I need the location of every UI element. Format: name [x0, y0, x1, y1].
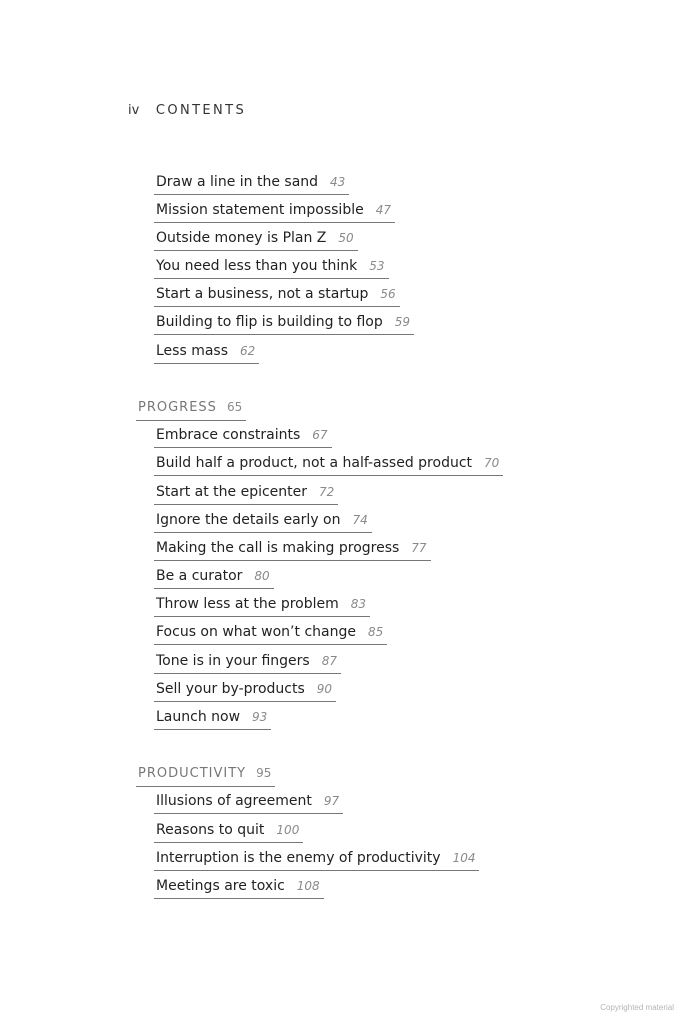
toc-page-number: 53: [369, 259, 385, 273]
toc-entry[interactable]: [154, 229, 358, 251]
page-title: CONTENTS: [155, 103, 247, 118]
toc-entry[interactable]: [154, 792, 343, 814]
toc-entry-title: PRODUCTIVITY: [138, 766, 247, 781]
toc-entry[interactable]: [154, 877, 324, 899]
toc-page-number: 59: [394, 315, 411, 329]
toc-entry-title: Reasons to quit: [156, 822, 265, 838]
toc-entry[interactable]: [154, 708, 271, 730]
toc-entry-title: Meetings are toxic: [156, 878, 285, 894]
toc-page-number: 72: [319, 485, 335, 499]
toc-page-number: 80: [254, 569, 270, 583]
toc-entry[interactable]: [154, 313, 414, 335]
toc-entry[interactable]: [154, 652, 341, 674]
toc-entry-title: Building to flip is building to flop: [156, 314, 383, 330]
toc-page-number: 83: [350, 597, 367, 611]
toc-entry-title: Be a curator: [156, 568, 243, 584]
toc-entry-title: Launch now: [156, 709, 241, 725]
toc-page-number: 67: [312, 428, 328, 442]
toc-entry[interactable]: [154, 173, 349, 195]
toc-entry-title: PROGRESS: [138, 400, 217, 415]
toc-page-number: 43: [330, 175, 346, 189]
toc-page-number: 108: [296, 879, 320, 893]
page-folio: iv: [128, 103, 140, 118]
toc-page-number: 95: [256, 766, 272, 780]
toc-page-number: 50: [338, 231, 354, 245]
toc-entry-title: Illusions of agreement: [156, 793, 312, 809]
toc-page-number: 62: [240, 344, 256, 358]
toc-entry[interactable]: [154, 511, 372, 533]
toc-page-number: 104: [452, 851, 476, 865]
copyright-notice: Copyrighted material: [600, 1003, 674, 1012]
toc-entry-title: Mission statement impossible: [156, 202, 364, 218]
toc-page-number: 93: [252, 710, 268, 724]
toc-entry-title: Focus on what won’t change: [156, 624, 356, 640]
toc-entry-title: Start at the epicenter: [156, 484, 308, 500]
toc-entry[interactable]: [154, 567, 274, 589]
toc-page-number: 97: [323, 794, 340, 808]
toc-entry-title: Less mass: [156, 343, 229, 359]
toc-page-number: 56: [380, 287, 396, 301]
toc-entry[interactable]: [154, 483, 338, 505]
toc-entry[interactable]: [154, 821, 303, 843]
toc-entry[interactable]: [154, 539, 431, 561]
toc-entry-title: Embrace constraints: [156, 427, 301, 443]
toc-entry[interactable]: [154, 680, 336, 702]
toc-page-number: 70: [484, 456, 500, 470]
toc-entry-title: Interruption is the enemy of productivity: [156, 850, 441, 866]
toc-entry[interactable]: [154, 849, 479, 871]
toc-page-number: 85: [367, 625, 384, 639]
toc-page-number: 47: [375, 203, 391, 217]
toc-entry[interactable]: [154, 201, 395, 223]
toc-entry-title: Tone is in your fingers: [156, 653, 310, 669]
toc-entry[interactable]: [154, 426, 332, 448]
toc-page-number: 100: [276, 823, 300, 837]
toc-entry-title: Outside money is Plan Z: [156, 230, 327, 246]
toc-entry[interactable]: [154, 257, 389, 279]
toc-page-number: 77: [411, 541, 427, 555]
toc-entry[interactable]: [154, 454, 503, 476]
toc-page-number: 87: [321, 654, 337, 668]
toc-entry-title: Build half a product, not a half-assed product: [156, 455, 473, 471]
toc-entry-title: Throw less at the problem: [156, 596, 339, 612]
toc-page-number: 90: [316, 682, 333, 696]
toc-entry-title: Sell your by-products: [156, 681, 305, 697]
toc-section-heading[interactable]: [136, 764, 275, 787]
toc-entry-title: Draw a line in the sand: [156, 174, 319, 190]
toc-section-heading[interactable]: [136, 398, 246, 421]
toc-entry[interactable]: [154, 342, 259, 364]
toc-entry-title: Making the call is making progress: [156, 540, 400, 556]
toc-page-number: 74: [352, 513, 368, 527]
toc-entry[interactable]: [154, 623, 387, 645]
toc-entry[interactable]: [154, 595, 370, 617]
toc-entry-title: Ignore the details early on: [156, 512, 341, 528]
toc-entry-title: Start a business, not a startup: [156, 286, 369, 302]
toc-entry[interactable]: [154, 285, 400, 307]
toc-entry-title: You need less than you think: [156, 258, 358, 274]
toc-page-number: 65: [226, 400, 243, 414]
